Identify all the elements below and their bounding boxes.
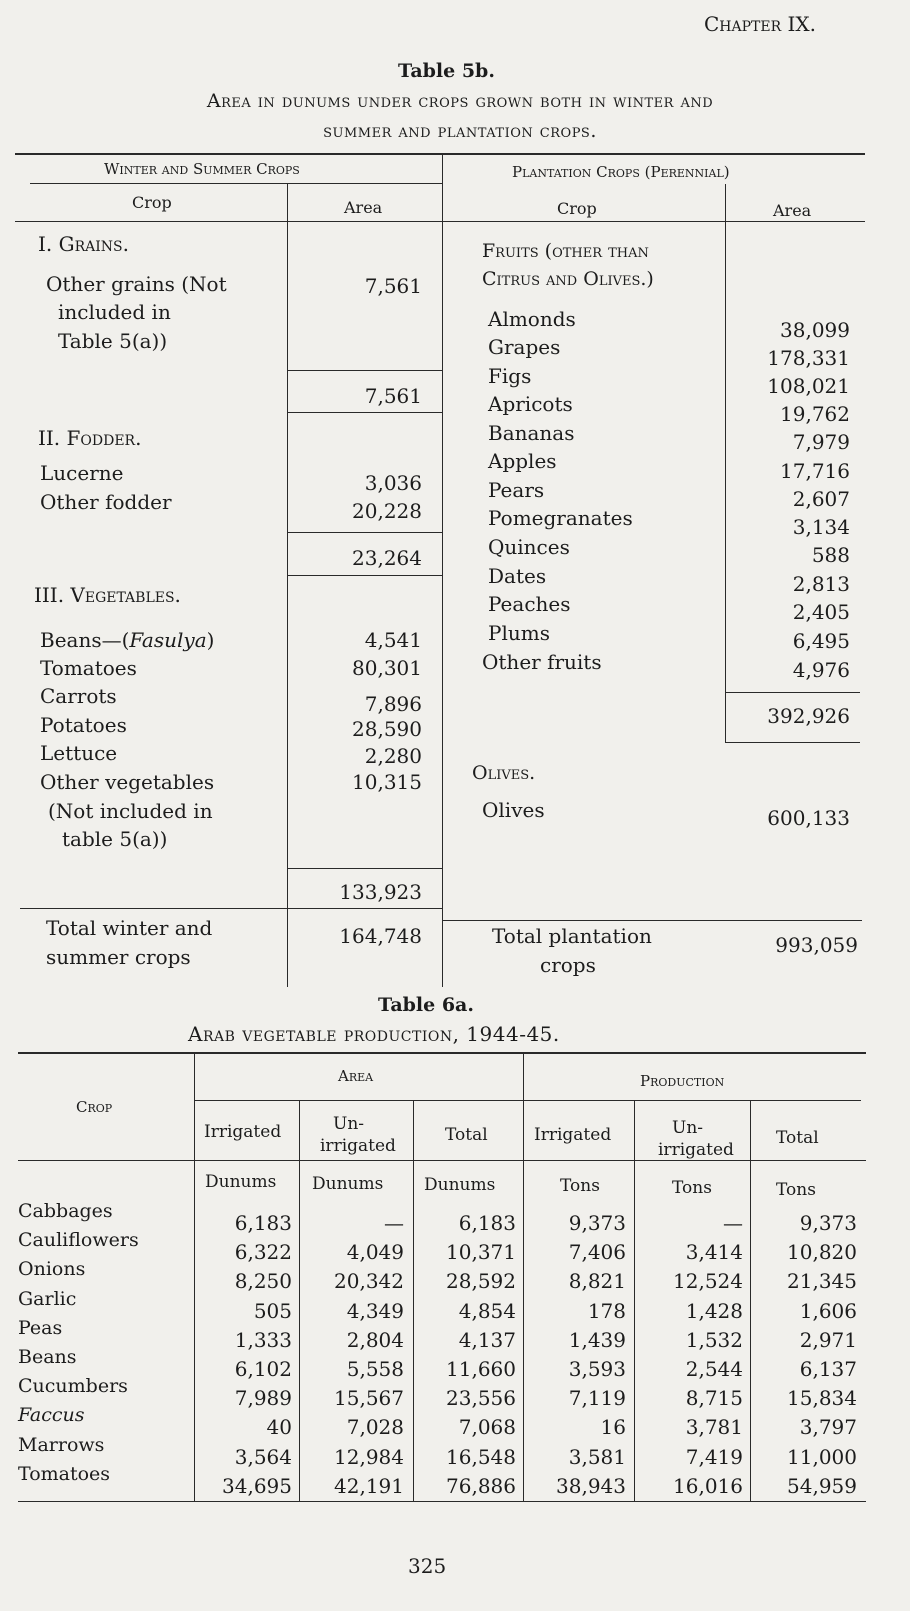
total-plantation-label: crops xyxy=(540,953,596,977)
crop-name: Marrows xyxy=(18,1433,105,1456)
cell-value: 40 xyxy=(266,1415,292,1440)
fruit-value: 38,099 xyxy=(780,318,850,342)
sub-header-irrigated: Irrigated xyxy=(204,1122,282,1142)
chapter-heading: Chapter IX. xyxy=(704,12,816,36)
fruit-name: Apricots xyxy=(488,392,573,416)
veg-item-name: Tomatoes xyxy=(40,656,137,680)
rule xyxy=(18,1160,866,1161)
unit-tons: Tons xyxy=(560,1176,600,1196)
cell-value: 15,834 xyxy=(787,1386,857,1411)
fruit-name: Dates xyxy=(488,564,547,588)
fruit-value: 3,134 xyxy=(792,515,850,539)
rule xyxy=(288,532,442,533)
fruit-value: 108,021 xyxy=(767,374,850,398)
cell-value: 1,532 xyxy=(685,1327,743,1352)
grains-item: Table 5(a)) xyxy=(58,329,168,353)
crop-name: Beans xyxy=(18,1346,77,1368)
fruit-value: 2,813 xyxy=(792,572,850,596)
cell-value: 1,439 xyxy=(568,1327,626,1352)
cell-value: 7,068 xyxy=(458,1415,516,1440)
fruit-value: 7,979 xyxy=(792,430,850,454)
cell-value: — xyxy=(723,1211,743,1235)
fruit-name: Figs xyxy=(488,364,532,388)
crop-name: Faccus xyxy=(18,1404,85,1427)
cell-value: 178 xyxy=(587,1298,626,1323)
crop-name: Cauliflowers xyxy=(18,1229,139,1252)
veg-item-name: Beans—(Fasulya) xyxy=(40,628,215,652)
grains-subtotal: 7,561 xyxy=(364,384,422,408)
cell-value: 12,524 xyxy=(673,1269,743,1294)
veg-item-value: 4,541 xyxy=(364,628,422,652)
total-plantation-label: Total plantation xyxy=(492,924,652,948)
grains-value: 7,561 xyxy=(364,274,422,298)
rule xyxy=(725,184,726,742)
cell-value: 1,333 xyxy=(234,1327,292,1352)
cell-value: 3,797 xyxy=(799,1415,857,1440)
cell-value: 7,119 xyxy=(568,1386,626,1411)
cell-value: 1,606 xyxy=(799,1298,857,1323)
cell-value: 20,342 xyxy=(334,1269,404,1294)
sub-header-irrigated: Irrigated xyxy=(534,1125,612,1145)
fruit-name: Bananas xyxy=(488,421,575,445)
sub-header-unirrigated: Un- xyxy=(672,1118,704,1138)
olives-item: Olives xyxy=(482,798,545,822)
fodder-item-name: Other fodder xyxy=(40,490,172,514)
fodder-heading: II. Fodder. xyxy=(38,426,142,450)
fruits-heading: Fruits (other than xyxy=(482,240,649,262)
unit-tons: Tons xyxy=(672,1178,712,1198)
rule xyxy=(195,1100,861,1101)
crop-name: Cucumbers xyxy=(18,1375,128,1398)
rule xyxy=(287,184,288,987)
cell-value: 3,564 xyxy=(234,1444,292,1469)
rule xyxy=(20,908,442,909)
cell-value: 4,854 xyxy=(458,1298,516,1323)
veg-item-name: Other vegetables xyxy=(40,770,215,794)
total-winter-summer-label: Total winter and xyxy=(46,916,213,940)
grains-heading: I. Grains. xyxy=(38,232,129,256)
cell-value: 16 xyxy=(600,1415,626,1440)
veg-item-name: Lettuce xyxy=(40,741,118,765)
fruit-name: Pears xyxy=(488,478,545,502)
veg-item-value: 2,280 xyxy=(364,744,422,768)
fruit-value: 588 xyxy=(811,543,850,567)
cell-value: 6,322 xyxy=(234,1240,292,1265)
cell-value: 4,137 xyxy=(458,1327,516,1352)
cell-value: 16,548 xyxy=(446,1444,516,1469)
col-area-header: Area xyxy=(773,201,812,220)
rule xyxy=(288,412,442,413)
col-area-header: Area xyxy=(344,198,383,217)
fruit-name: Peaches xyxy=(488,592,571,616)
cell-value: 9,373 xyxy=(799,1211,857,1235)
fruits-subtotal: 392,926 xyxy=(767,704,850,728)
area-header: Area xyxy=(338,1067,374,1085)
veg-subtotal: 133,923 xyxy=(339,880,422,904)
cell-value: 76,886 xyxy=(446,1473,516,1498)
unit-tons: Tons xyxy=(776,1180,816,1200)
fruit-value: 2,405 xyxy=(792,600,850,624)
cell-value: 6,183 xyxy=(234,1211,292,1235)
cell-value: 8,821 xyxy=(568,1269,626,1294)
cell-value: 7,989 xyxy=(234,1386,292,1411)
page-number: 325 xyxy=(408,1554,447,1578)
fodder-item-value: 3,036 xyxy=(364,471,422,495)
fruit-name: Quinces xyxy=(488,535,570,559)
cell-value: 5,558 xyxy=(346,1357,404,1381)
unit-dunums: Dunums xyxy=(312,1174,384,1194)
cell-value: 3,781 xyxy=(685,1415,743,1440)
cell-value: 11,660 xyxy=(446,1357,516,1381)
rule xyxy=(194,1052,195,1501)
unit-dunums: Dunums xyxy=(424,1175,496,1195)
cell-value: 23,556 xyxy=(446,1386,516,1411)
fruit-name: Plums xyxy=(488,621,550,645)
crop-name: Cabbages xyxy=(18,1200,113,1222)
olives-heading: Olives. xyxy=(472,762,536,784)
cell-value: 7,406 xyxy=(568,1240,626,1265)
cell-value: — xyxy=(384,1211,404,1235)
cell-value: 4,349 xyxy=(346,1298,404,1323)
veg-item-name: Carrots xyxy=(40,684,117,708)
olives-value: 600,133 xyxy=(767,806,850,830)
fruit-value: 178,331 xyxy=(767,346,850,370)
rule xyxy=(18,1501,866,1502)
cell-value: 2,971 xyxy=(799,1327,857,1352)
veg-item-value: 28,590 xyxy=(352,717,422,741)
cell-value: 4,049 xyxy=(346,1240,404,1265)
cell-value: 9,373 xyxy=(568,1211,626,1235)
total-winter-summer-label: summer crops xyxy=(46,945,191,969)
cell-value: 6,102 xyxy=(234,1357,292,1381)
cell-value: 6,137 xyxy=(799,1357,857,1381)
cell-value: 54,959 xyxy=(787,1473,857,1498)
fruit-value: 19,762 xyxy=(780,402,850,426)
fruit-name: Grapes xyxy=(488,335,561,359)
vegetables-heading: III. Vegetables. xyxy=(34,583,181,607)
cell-value: 42,191 xyxy=(334,1473,404,1498)
rule xyxy=(30,183,442,184)
cell-value: 6,183 xyxy=(458,1211,516,1235)
sub-header-unirrigated: irrigated xyxy=(658,1140,734,1160)
total-plantation-value: 993,059 xyxy=(775,933,858,957)
rule xyxy=(725,692,860,693)
cell-value: 3,581 xyxy=(568,1444,626,1469)
cell-value: 15,567 xyxy=(334,1386,404,1411)
fodder-item-value: 20,228 xyxy=(352,499,422,523)
col-crop-header: Crop xyxy=(76,1098,113,1116)
fruit-name: Apples xyxy=(488,449,557,473)
fruit-value: 4,976 xyxy=(792,658,850,682)
cell-value: 10,820 xyxy=(787,1240,857,1265)
cell-value: 2,544 xyxy=(685,1357,743,1381)
fruit-value: 6,495 xyxy=(792,629,850,653)
cell-value: 505 xyxy=(253,1298,292,1323)
col-crop-header: Crop xyxy=(132,193,172,212)
rule xyxy=(288,575,442,576)
cell-value: 16,016 xyxy=(673,1473,743,1498)
cell-value: 38,943 xyxy=(556,1473,626,1498)
cell-value: 11,000 xyxy=(787,1444,857,1469)
right-section-header: Plantation Crops (Perennial) xyxy=(512,163,730,181)
rule xyxy=(442,153,443,987)
fodder-item-name: Lucerne xyxy=(40,461,124,485)
table-5b-title-line2: summer and plantation crops. xyxy=(323,120,597,142)
crop-name: Peas xyxy=(18,1316,63,1339)
crop-name: Onions xyxy=(18,1258,86,1281)
fruit-name: Pomegranates xyxy=(488,506,633,530)
cell-value: 3,593 xyxy=(568,1357,626,1381)
veg-item-value: 10,315 xyxy=(352,770,422,794)
rule xyxy=(15,221,865,222)
veg-item-value: 7,896 xyxy=(364,692,422,716)
cell-value: 21,345 xyxy=(787,1269,857,1294)
fruits-heading: Citrus and Olives.) xyxy=(482,268,654,290)
sub-header-total: Total xyxy=(445,1125,488,1145)
grains-item: Other grains (Not xyxy=(46,272,227,296)
cell-value: 3,414 xyxy=(685,1240,743,1265)
total-winter-summer-value: 164,748 xyxy=(339,924,422,948)
fodder-subtotal: 23,264 xyxy=(352,546,422,570)
cell-value: 34,695 xyxy=(222,1473,292,1498)
fruit-value: 2,607 xyxy=(792,487,850,511)
cell-value: 12,984 xyxy=(334,1444,404,1469)
cell-value: 7,419 xyxy=(685,1444,743,1469)
rule xyxy=(442,920,862,921)
veg-note: (Not included in xyxy=(48,799,213,823)
sub-header-unirrigated: Un- xyxy=(333,1114,365,1134)
crop-name: Tomatoes xyxy=(18,1462,111,1485)
rule xyxy=(288,370,442,371)
cell-value: 8,250 xyxy=(234,1269,292,1294)
veg-item-value: 80,301 xyxy=(352,656,422,680)
unit-dunums: Dunums xyxy=(205,1172,277,1192)
rule xyxy=(288,868,442,869)
cell-value: 8,715 xyxy=(685,1386,743,1411)
table-6a-title: Arab vegetable production, 1944-45. xyxy=(188,1022,560,1046)
sub-header-total: Total xyxy=(776,1128,819,1148)
left-section-header: Winter and Summer Crops xyxy=(104,160,300,178)
production-header: Production xyxy=(640,1072,725,1090)
sub-header-unirrigated: irrigated xyxy=(320,1136,396,1156)
cell-value: 2,804 xyxy=(346,1327,404,1352)
cell-value: 7,028 xyxy=(346,1415,404,1440)
col-crop-header: Crop xyxy=(557,199,597,218)
veg-note: table 5(a)) xyxy=(62,827,168,851)
rule xyxy=(15,153,865,155)
table-5b-title-line1: Area in dunums under crops grown both in winter and xyxy=(206,90,714,112)
table-5b-number: Table 5b. xyxy=(398,60,495,82)
crop-name: Garlic xyxy=(18,1287,77,1310)
fruit-name: Almonds xyxy=(488,307,576,331)
cell-value: 10,371 xyxy=(446,1240,516,1265)
cell-value: 1,428 xyxy=(685,1298,743,1323)
table-6a-number: Table 6a. xyxy=(378,994,474,1016)
rule xyxy=(18,1052,866,1054)
fruit-name: Other fruits xyxy=(482,650,602,674)
veg-item-name: Potatoes xyxy=(40,713,127,737)
grains-item: included in xyxy=(58,300,171,324)
fruit-value: 17,716 xyxy=(780,459,850,483)
rule xyxy=(725,742,860,743)
cell-value: 28,592 xyxy=(446,1269,516,1294)
